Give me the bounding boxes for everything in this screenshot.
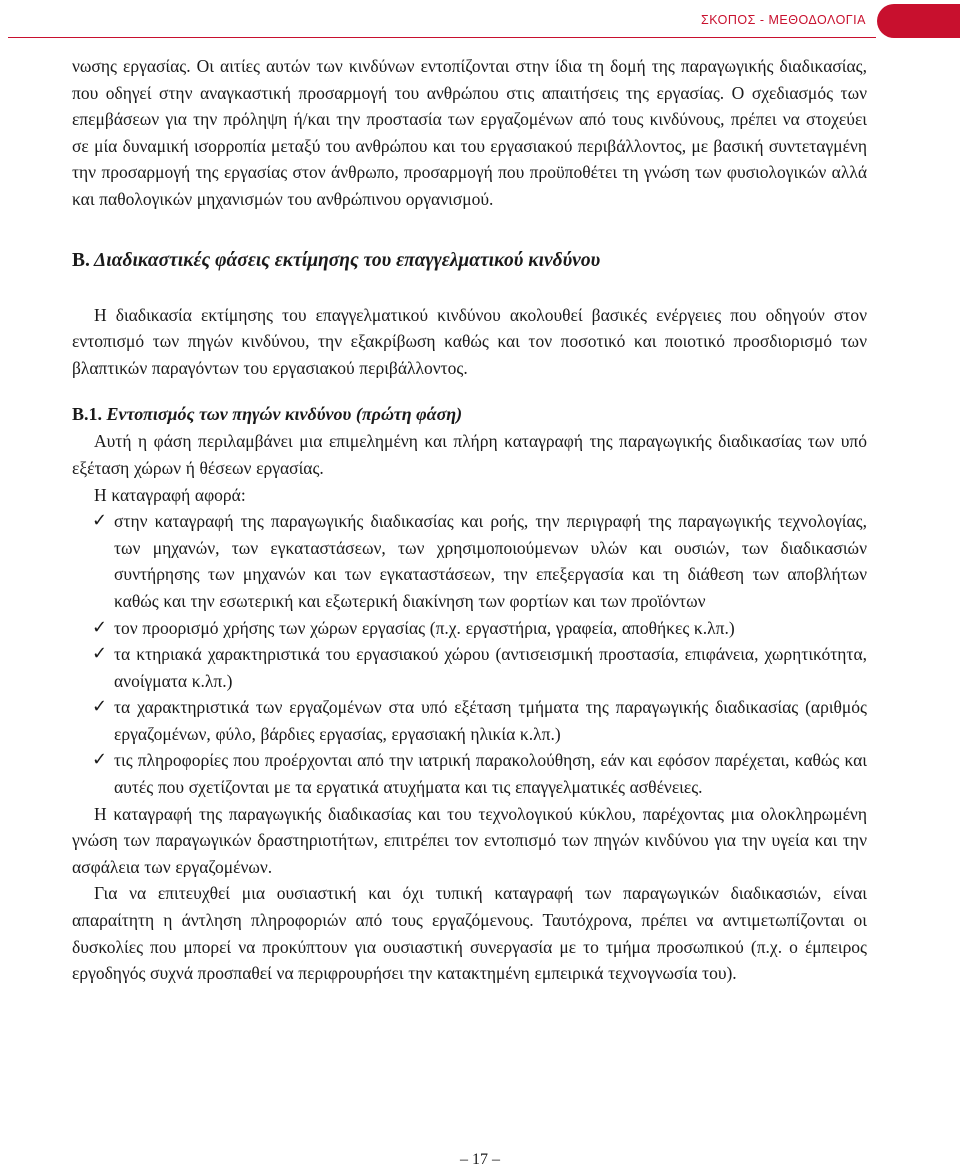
list-item [72,641,867,694]
running-header-title: ΣΚΟΠΟΣ - ΜΕΘΟΔΟΛΟΓΙΑ [700,13,866,27]
list-item [72,615,867,642]
closing-paragraph-2: Για να επιτευχθεί μια ουσιαστική και όχι τυπική καταγραφή των παραγωγικών διαδικασιών, είναι απαραίτητη η άντληση πληροφοριών από τους εργαζόμενους. Ταυτόχρονα, πρέπει να αντιμετωπίζονται οι δυσκολίες που μπορεί να προκύπτουν για ουσιαστική συνεργασία με το τμήμα προσωπικού (π.χ. ο έμπειρος εργοδηγός συχνά προσπαθεί να περιφρουρήσει την κατακτημένη εμπειρικά τεχνογνωσία του). [72,883,867,984]
list-item-text: τα κτηριακά χαρακτηριστικά του εργασιακού χώρου (αντισεισμική προστασία, επιφάνεια, χωρητικότητα, ανοίγματα κ.λπ.) [114,644,867,691]
check-icon: ✓ [92,510,108,532]
checklist [72,508,867,801]
section-b-paragraph: Η διαδικασία εκτίμησης του επαγγελματικού κινδύνου ακολουθεί βασικές ενέργειες που οδηγούν στον εντοπισμό των πηγών κινδύνου, την εξακρίβωση καθώς και τον ποσοτικό και ποιοτικό προσδιορισμό των βλαπτικών παραγόντων του εργασιακού περιβάλλοντος. [72,304,867,378]
header-tab-decoration [877,4,960,38]
closing-paragraph-1: Η καταγραφή της παραγωγικής διαδικασίας και του τεχνολογικού κύκλου, παρέχοντας μια ολοκληρωμένη γνώση των παραγωγικών δραστηριοτήτων, επιτρέπει τον εντοπισμό των πηγών κινδύνου για την υγεία και την ασφάλεια των εργαζομένων. [72,803,867,877]
intro-paragraph: νωσης εργασίας. Οι αιτίες αυτών των κινδύνων εντοπίζονται στην ίδια τη δομή της παραγωγικής διαδικασίας, που οδηγεί στην αναγκαστική προσαρμογή του ανθρώπου στις απαιτήσεις της εργασίας. Ο σχεδιασμός των επεμβάσεων για την πρόληψη ή/και την προστασία των εργαζομένων από τους κινδύνους, πρέπει να στοχεύει σε μία δυναμική ισορροπία μεταξύ του ανθρώπου και του εργασιακού περιβάλλοντος, με βασική συντεταγμένη την προσαρμογή της εργασίας στον άνθρωπο, προσαρμογή που προϋποθέτει τη γνώση των φυσιολογικών αλλά και παθολογικών μηχανισμών του ανθρώπινου οργανισμού. [72,56,867,209]
section-b-heading [72,248,867,274]
list-item [72,508,867,614]
check-icon: ✓ [92,696,108,718]
list-item-text: τα χαρακτηριστικά των εργαζομένων στα υπό εξέταση τμήματα της παραγωγικής διαδικασίας (αριθμός εργαζομένων, φύλο, βάρδιες εργασίας, εργασιακή ηλικία κ.λπ.) [114,697,867,744]
page-body [72,53,867,987]
section-b1-number: Β.1. [72,404,103,425]
check-icon: ✓ [92,616,108,638]
section-b1-paragraph: Αυτή η φάση περιλαμβάνει μια επιμελημένη και πλήρη καταγραφή της παραγωγικής διαδικασίας των υπό εξέταση χώρων ή θέσεων εργασίας. [72,431,867,478]
list-item [72,694,867,747]
running-header [8,10,876,38]
page-number: – 17 – [460,1151,500,1168]
list-item-text: στην καταγραφή της παραγωγικής διαδικασίας και ροής, την περιγραφή της παραγωγικής τεχνολογίας, των μηχανών, των εγκαταστάσεων, των χρησιμοποιούμενων υλών και ουσιών, των διαδικασιών συντήρησης των μηχανών και των εγκαταστάσεων, την επεξεργασία και τη διάθεση των αποβλήτων καθώς και την εσωτερική και εξωτερική διακίνηση των φορτίων και των προϊόντων [114,511,867,611]
list-item-text: τον προορισμό χρήσης των χώρων εργασίας (π.χ. εργαστήρια, γραφεία, αποθήκες κ.λπ.) [114,617,735,638]
section-b-title: Διαδικαστικές φάσεις εκτίμησης του επαγγελματικού κινδύνου [94,249,601,271]
check-icon: ✓ [92,749,108,771]
list-item [72,747,867,800]
list-item-text: τις πληροφορίες που προέρχονται από την ιατρική παρακολούθηση, εάν και εφόσον παρέχεται, καθώς και αυτές που σχετίζονται με τα εργατικά ατυχήματα και τις επαγγελματικές ασθένειες. [114,750,867,798]
section-b1-heading [72,400,867,428]
section-b-number: Β. [72,249,90,271]
section-b1-title: Εντοπισμός των πηγών κινδύνου (πρώτη φάση) [106,404,463,425]
check-icon: ✓ [92,643,108,665]
list-intro: Η καταγραφή αφορά: [94,484,246,505]
